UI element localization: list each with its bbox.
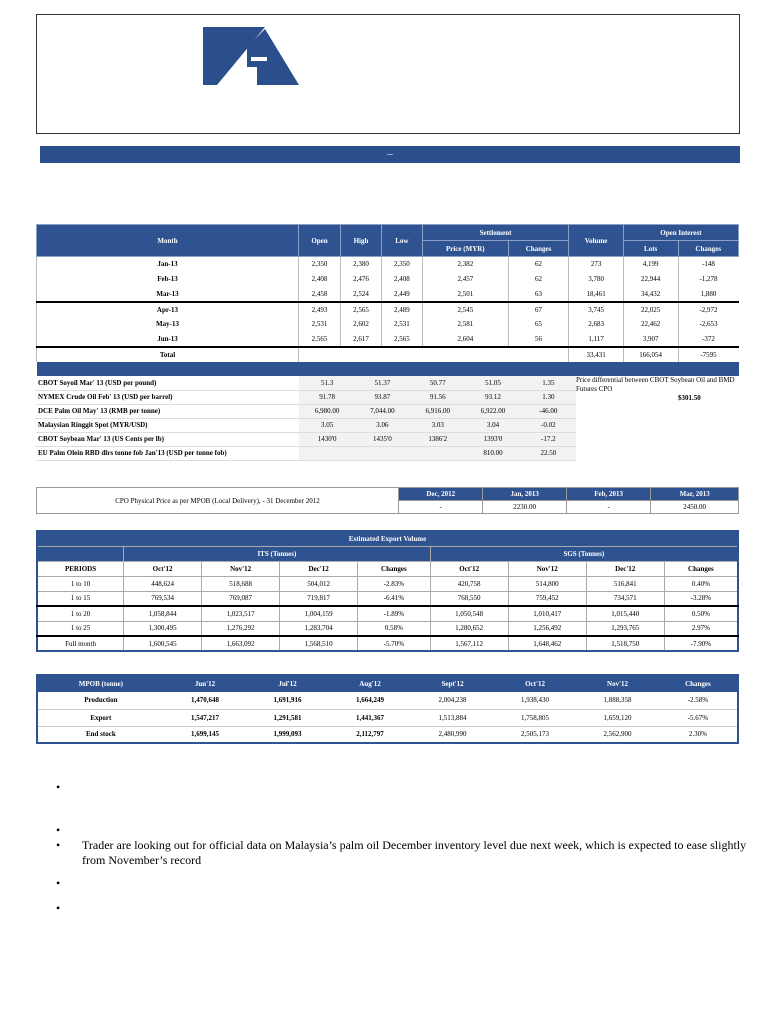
table-cell: Jan-13 xyxy=(37,257,299,272)
market-row xyxy=(36,418,576,432)
table-cell: 4,199 xyxy=(623,257,678,272)
mpob-col-header: Sept'12 xyxy=(441,680,464,688)
table-cell: 0.58% xyxy=(358,621,431,636)
table-cell: 2,480,990 xyxy=(411,726,494,743)
table-cell: 2,350 xyxy=(381,257,422,272)
mpob-col-header: Oct'12 xyxy=(525,680,545,688)
table-cell: 273 xyxy=(569,257,624,272)
export-col-header: Changes xyxy=(664,561,738,576)
table-cell: -148 xyxy=(678,257,739,272)
table-cell: 1,664,249 xyxy=(329,692,412,709)
market-label: CBOT Soyoil Mar' 13 (USD per pound) xyxy=(36,376,299,390)
table-cell: 759,452 xyxy=(508,591,586,606)
table-row xyxy=(37,257,739,272)
market-value: 7,044.00 xyxy=(355,404,410,418)
table-cell: 2,493 xyxy=(299,302,341,317)
table-row xyxy=(37,576,738,591)
market-row xyxy=(36,390,576,404)
market-value: 93.87 xyxy=(355,390,410,404)
header-box xyxy=(36,14,740,134)
table-cell: 1,470,648 xyxy=(164,692,247,709)
table-cell: 1,648,462 xyxy=(508,636,586,651)
mpob-table xyxy=(36,674,739,744)
cpo-header: Feb, 2013 xyxy=(566,488,650,501)
table-cell: 2,408 xyxy=(299,272,341,287)
market-value: 91.78 xyxy=(299,390,354,404)
market-row xyxy=(36,446,576,460)
col-low: Low xyxy=(381,225,422,257)
table-cell: 18,461 xyxy=(569,287,624,302)
table-cell: -3.28% xyxy=(664,591,738,606)
market-label: DCE Palm Oil May' 13 (RMB per tonne) xyxy=(36,404,299,418)
table-cell: -7.90% xyxy=(664,636,738,651)
table-cell: 1,117 xyxy=(569,332,624,347)
table-cell: 22,462 xyxy=(623,317,678,332)
export-sgs: SGS (Tonnes) xyxy=(430,546,738,561)
table-cell: 22,944 xyxy=(623,272,678,287)
export-col-header: PERIODS xyxy=(37,561,124,576)
table-cell: 1,293,765 xyxy=(586,621,664,636)
table-row xyxy=(37,591,738,606)
cpo-header: Dec, 2012 xyxy=(399,488,483,501)
table-cell: 1,888,358 xyxy=(576,692,659,709)
price-differential-value: $301.50 xyxy=(678,394,701,402)
table-cell: 0.40% xyxy=(664,576,738,591)
col-lots: Lots xyxy=(623,241,678,257)
market-value: 3.03 xyxy=(410,418,465,432)
mpob-col-header: Nov'12 xyxy=(607,680,629,688)
cpo-physical-table xyxy=(36,487,739,514)
table-cell: 1,050,548 xyxy=(430,606,508,621)
market-value: 51.05 xyxy=(465,376,520,390)
cpo-header: Jan, 2013 xyxy=(483,488,566,501)
table-cell: 0.50% xyxy=(664,606,738,621)
market-value: -46.00 xyxy=(521,404,576,418)
market-value: 6,980.00 xyxy=(299,404,354,418)
market-value: 6,916.00 xyxy=(410,404,465,418)
market-value: 91.56 xyxy=(410,390,465,404)
table-cell: -2,972 xyxy=(678,302,739,317)
market-value xyxy=(299,446,354,460)
table-cell: 769,534 xyxy=(124,591,202,606)
market-value: 1435'0 xyxy=(355,432,410,446)
mpob-col-header: MPOB (tonne) xyxy=(78,680,123,688)
table-cell: 2,489 xyxy=(381,302,422,317)
table-cell: 1,518,750 xyxy=(586,636,664,651)
table-cell: 2.30% xyxy=(659,726,738,743)
market-label: NYMEX Crude Oil Feb' 13 (USD per barrel) xyxy=(36,390,299,404)
table-cell: 34,432 xyxy=(623,287,678,302)
table-cell: -2.58% xyxy=(659,692,738,709)
table-cell: 2,004,238 xyxy=(411,692,494,709)
table-cell: 769,087 xyxy=(202,591,280,606)
table-cell: 2,524 xyxy=(341,287,382,302)
export-col-header: Nov'12 xyxy=(508,561,586,576)
table-cell: Feb-13 xyxy=(37,272,299,287)
table-cell: 22,025 xyxy=(623,302,678,317)
table-cell: 2,380 xyxy=(341,257,382,272)
market-value: 93.12 xyxy=(465,390,520,404)
table-cell: -5.70% xyxy=(358,636,431,651)
table-cell: 516,841 xyxy=(586,576,664,591)
table-cell: 1,691,916 xyxy=(246,692,329,709)
company-logo-icon xyxy=(203,27,299,85)
table-row xyxy=(37,317,739,332)
table-cell: 1,058,844 xyxy=(124,606,202,621)
table-cell: 63 xyxy=(508,287,568,302)
table-cell: 734,571 xyxy=(586,591,664,606)
table-row xyxy=(37,636,738,651)
bullet-item xyxy=(56,901,756,916)
table-cell: 1,547,217 xyxy=(164,709,247,726)
report-title-bar: – xyxy=(40,146,740,163)
col-price: Price (MYR) xyxy=(422,241,508,257)
table-cell: Export xyxy=(37,709,164,726)
export-col-header: Nov'12 xyxy=(202,561,280,576)
table-cell: Full month xyxy=(37,636,124,651)
table-cell: 1,283,704 xyxy=(280,621,358,636)
table-cell: 1,015,440 xyxy=(586,606,664,621)
col-high: High xyxy=(341,225,382,257)
table-cell: 1,300,495 xyxy=(124,621,202,636)
table-cell: 2,617 xyxy=(341,332,382,347)
mpob-col-header: Aug'12 xyxy=(359,680,381,688)
table-cell: 2,350 xyxy=(299,257,341,272)
table-cell: 1,758,805 xyxy=(494,709,577,726)
table-cell: 1,999,093 xyxy=(246,726,329,743)
market-value: 6,922.00 xyxy=(465,404,520,418)
table-cell: 504,012 xyxy=(280,576,358,591)
related-markets xyxy=(36,376,739,461)
table-cell: 1,441,367 xyxy=(329,709,412,726)
table-cell: 1,567,112 xyxy=(430,636,508,651)
market-label: Malaysian Ringgit Spot (MYR/USD) xyxy=(36,418,299,432)
table-cell: -2.83% xyxy=(358,576,431,591)
table-cell: 1 to 10 xyxy=(37,576,124,591)
table-cell: 719,817 xyxy=(280,591,358,606)
market-value: 1430'0 xyxy=(299,432,354,446)
market-value xyxy=(410,446,465,460)
export-col-header: Changes xyxy=(358,561,431,576)
table-cell: 2,565 xyxy=(299,332,341,347)
table-cell: 2,531 xyxy=(381,317,422,332)
cpo-value: - xyxy=(399,501,483,514)
table-row xyxy=(37,709,738,726)
col-changes: Changes xyxy=(508,241,568,257)
futures-table xyxy=(36,224,739,376)
market-value: 3.04 xyxy=(465,418,520,432)
table-cell: 1,600,545 xyxy=(124,636,202,651)
col-oi-changes: Changes xyxy=(678,241,739,257)
table-row xyxy=(37,302,739,317)
export-col-header: Dec'12 xyxy=(586,561,664,576)
table-cell: 1,663,092 xyxy=(202,636,280,651)
mpob-col-header: Jun'12 xyxy=(194,680,216,688)
table-cell: 1,880 xyxy=(678,287,739,302)
table-cell: -5.67% xyxy=(659,709,738,726)
table-cell: 1,513,884 xyxy=(411,709,494,726)
table-cell: 3,780 xyxy=(569,272,624,287)
table-cell: 2,581 xyxy=(422,317,508,332)
table-cell: Production xyxy=(37,692,164,709)
cpo-value: 2450.00 xyxy=(651,501,739,514)
table-cell: 2,602 xyxy=(341,317,382,332)
table-cell: 2,565 xyxy=(341,302,382,317)
table-cell: 420,758 xyxy=(430,576,508,591)
table-cell: 1 to 15 xyxy=(37,591,124,606)
table-cell: 2.97% xyxy=(664,621,738,636)
blank-cell xyxy=(299,347,569,362)
table-cell: 2,408 xyxy=(381,272,422,287)
market-value: 1393'0 xyxy=(465,432,520,446)
market-value: 51.3 xyxy=(299,376,354,390)
market-value: 3.05 xyxy=(299,418,354,432)
table-cell: 56 xyxy=(508,332,568,347)
price-differential-note: Price differential between CBOT Soybean Oil and BMD Futures CPO xyxy=(576,376,735,393)
table-cell: 2,449 xyxy=(381,287,422,302)
table-cell: -1,278 xyxy=(678,272,739,287)
table-cell: 1 to 20 xyxy=(37,606,124,621)
table-cell: Jun-13 xyxy=(37,332,299,347)
table-cell: 3,907 xyxy=(623,332,678,347)
export-volume-table xyxy=(36,530,739,652)
section-divider xyxy=(37,362,739,376)
export-title: Estimated Export Volume xyxy=(37,531,738,546)
col-open: Open xyxy=(299,225,341,257)
table-row xyxy=(37,332,739,347)
cpo-value: 2230.00 xyxy=(483,501,566,514)
table-row xyxy=(37,287,739,302)
market-value: 51.37 xyxy=(355,376,410,390)
table-cell: 1,699,145 xyxy=(164,726,247,743)
table-cell: 1,659,120 xyxy=(576,709,659,726)
table-cell: 1,568,510 xyxy=(280,636,358,651)
bullet-item: • Trader are looking out for official data on Malaysia’s palm oil December inventory level due next week, which is expected to ease slightly from November’s record xyxy=(56,838,756,868)
table-cell: 2,457 xyxy=(422,272,508,287)
table-cell: 67 xyxy=(508,302,568,317)
cpo-description: CPO Physical Price as per MPOB (Local Delivery), - 31 December 2012 xyxy=(37,488,399,514)
cpo-header: Mar, 2013 xyxy=(651,488,739,501)
market-value: 22.50 xyxy=(521,446,576,460)
table-cell: 1,938,430 xyxy=(494,692,577,709)
table-cell: 2,683 xyxy=(569,317,624,332)
market-row xyxy=(36,404,576,418)
table-cell: 2,545 xyxy=(422,302,508,317)
market-row xyxy=(36,432,576,446)
table-cell: 2,112,797 xyxy=(329,726,412,743)
table-cell: 2,476 xyxy=(341,272,382,287)
export-col-header: Oct'12 xyxy=(430,561,508,576)
table-row xyxy=(37,692,738,709)
export-blank xyxy=(37,546,124,561)
table-row xyxy=(37,272,739,287)
table-cell: 2,458 xyxy=(299,287,341,302)
total-label: Total xyxy=(37,347,299,362)
table-cell: -6.41% xyxy=(358,591,431,606)
col-volume: Volume xyxy=(569,225,624,257)
table-cell: 1,291,581 xyxy=(246,709,329,726)
mpob-col-header: Changes xyxy=(685,680,711,688)
table-cell: 2,562,900 xyxy=(576,726,659,743)
bullet-item xyxy=(56,876,756,891)
export-col-header: Oct'12 xyxy=(124,561,202,576)
table-cell: 1,010,417 xyxy=(508,606,586,621)
table-cell: 2,505,173 xyxy=(494,726,577,743)
table-cell: 2,382 xyxy=(422,257,508,272)
table-cell: Apr-13 xyxy=(37,302,299,317)
table-cell: 1 to 25 xyxy=(37,621,124,636)
total-lots: 166,054 xyxy=(623,347,678,362)
market-value: 3.06 xyxy=(355,418,410,432)
table-cell: 1,280,652 xyxy=(430,621,508,636)
market-value: -0.02 xyxy=(521,418,576,432)
market-value: 1386'2 xyxy=(410,432,465,446)
market-value: 1.35 xyxy=(521,376,576,390)
table-cell: 514,800 xyxy=(508,576,586,591)
table-cell: 1,023,517 xyxy=(202,606,280,621)
commentary-bullets xyxy=(56,780,756,916)
table-cell: End stock xyxy=(37,726,164,743)
market-value: 50.77 xyxy=(410,376,465,390)
table-cell: May-13 xyxy=(37,317,299,332)
table-cell: 62 xyxy=(508,272,568,287)
table-cell: 62 xyxy=(508,257,568,272)
table-row xyxy=(37,621,738,636)
table-cell: Mar-13 xyxy=(37,287,299,302)
table-cell: 2,565 xyxy=(381,332,422,347)
table-row xyxy=(37,606,738,621)
cpo-value: - xyxy=(566,501,650,514)
table-cell: -1.89% xyxy=(358,606,431,621)
table-cell: 448,624 xyxy=(124,576,202,591)
total-changes: -7595 xyxy=(678,347,739,362)
market-label: CBOT Soybean Mar' 13 (US Cents per lb) xyxy=(36,432,299,446)
market-value: -17.2 xyxy=(521,432,576,446)
table-cell: 2,501 xyxy=(422,287,508,302)
market-value: 1.30 xyxy=(521,390,576,404)
col-open-interest: Open Interest xyxy=(623,225,738,241)
table-cell: 2,531 xyxy=(299,317,341,332)
total-volume: 33,431 xyxy=(569,347,624,362)
table-cell: 518,688 xyxy=(202,576,280,591)
bullet-item xyxy=(56,823,756,838)
mpob-col-header: Jul'12 xyxy=(278,680,297,688)
table-cell: 2,604 xyxy=(422,332,508,347)
market-value xyxy=(355,446,410,460)
table-cell: 1,004,159 xyxy=(280,606,358,621)
table-cell: 3,745 xyxy=(569,302,624,317)
market-value: 810.00 xyxy=(465,446,520,460)
table-row xyxy=(37,726,738,743)
col-settlement: Settlement xyxy=(422,225,568,241)
col-month: Month xyxy=(37,225,299,257)
export-col-header: Dec'12 xyxy=(280,561,358,576)
table-cell: -372 xyxy=(678,332,739,347)
market-label: EU Palm Olein RBD dlrs tonne fob Jan'13 (USD per tonne fob) xyxy=(36,446,299,460)
export-its: ITS (Tonnes) xyxy=(124,546,431,561)
table-cell: -2,653 xyxy=(678,317,739,332)
table-cell: 1,276,292 xyxy=(202,621,280,636)
table-cell: 1,256,492 xyxy=(508,621,586,636)
market-row xyxy=(36,376,576,390)
bullet-item xyxy=(56,780,756,795)
total-row xyxy=(37,347,739,362)
table-cell: 768,550 xyxy=(430,591,508,606)
table-cell: 65 xyxy=(508,317,568,332)
